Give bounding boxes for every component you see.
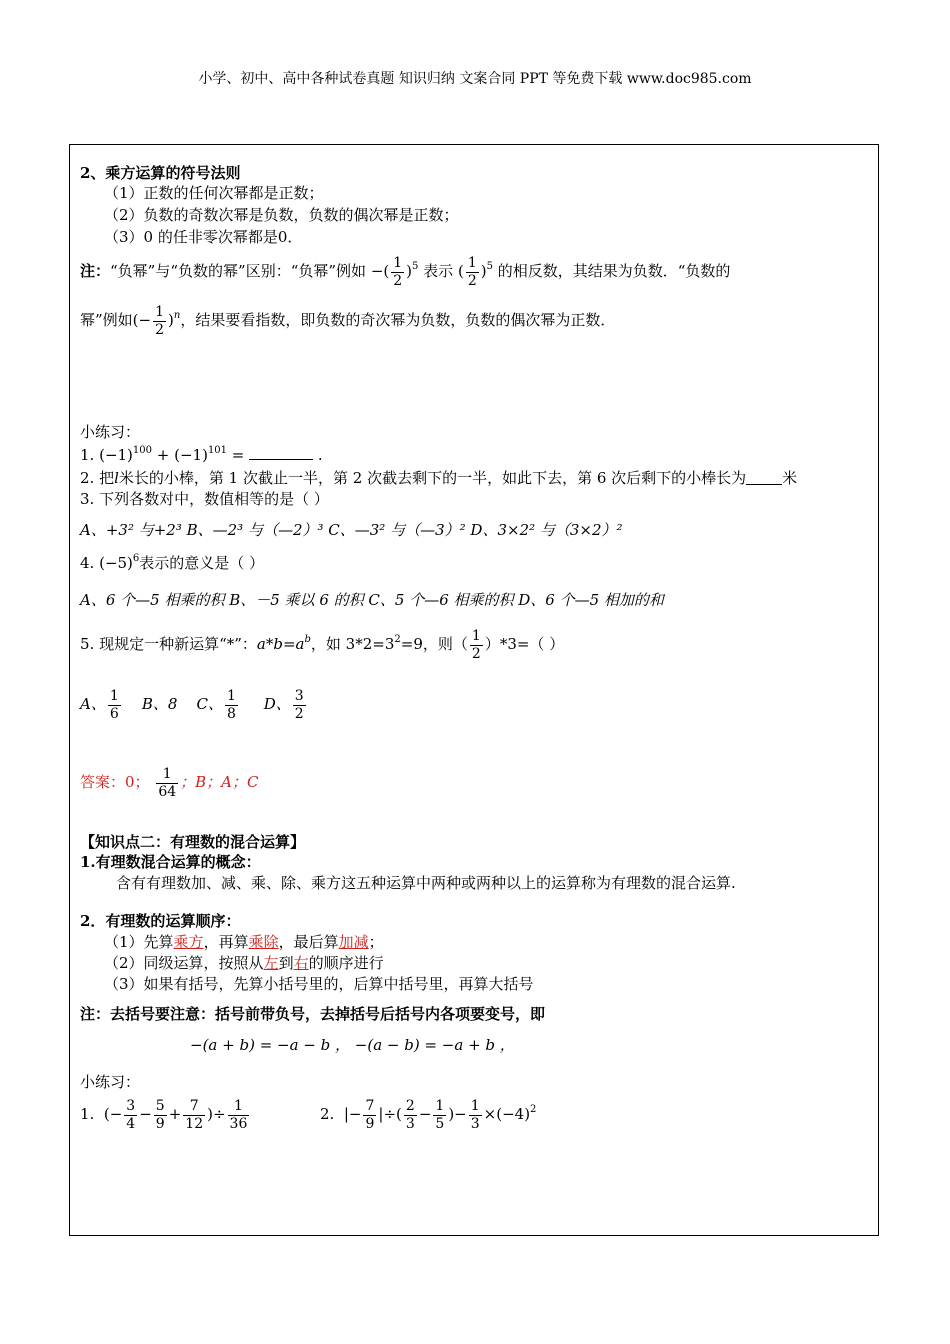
bracket-formula: −(a + b) = −a − b ， −(a − b) = −a + b ， [190, 1036, 515, 1054]
r1-text-g: ； [368, 933, 384, 951]
concept-title: 1.有理数混合运算的概念： [80, 853, 261, 871]
note-text-a: “负幂”与“负数的幂”区别：“负幂”例如 [110, 262, 367, 280]
question-2 [80, 468, 797, 488]
note-line-2 [80, 298, 615, 342]
question-1 [80, 445, 323, 465]
option-b: B、8 [141, 695, 178, 713]
r2-key-right: 右 [293, 954, 309, 972]
note-text-c: 的相反数，其结果为负数．“负数的 [497, 262, 731, 280]
q2-text-c: 米 [782, 469, 798, 487]
section-title: 2、乘方运算的符号法则 [80, 164, 241, 182]
q5-text-b: ，如 3*2= [310, 635, 385, 653]
question-5-options [80, 682, 308, 726]
answer-fraction: $\frac{1}{64}$ [158, 766, 177, 800]
q5-text-d: ）*3=（ ） [484, 635, 565, 653]
r1-text-c: ，再算 [203, 933, 249, 951]
order-rule-1 [104, 932, 384, 952]
formula-power: ( $\frac{1}{2}$ )$^5$ [457, 255, 493, 289]
q1-number: 1. [80, 446, 95, 464]
q5-fraction: $\frac{1}{2}$ [471, 628, 481, 662]
q1-formula: $(-1)^{100} + (-1)^{101}$ = . [99, 445, 323, 464]
r2-text-c: 到 [278, 954, 294, 972]
q2-text-b: 米长的小棒，第 1 次截止一半，第 2 次截去剩下的一半，如此下去，第 6 次后剩下的小棒长为 [118, 469, 747, 487]
practice-title-2: 小练习： [80, 1073, 141, 1091]
q5-text-c: =9，则（ [400, 635, 468, 653]
question-4-options: A、6 个—5 相乘的积 B、－5 乘以 6 的积 C、5 个—6 相乘的积 D、6 个—5 相加的和 [80, 591, 664, 609]
exercise-2-number: 2. [320, 1105, 335, 1123]
rule-2: （2）负数的奇数次幂是负数，负数的偶次幂是正数； [104, 206, 459, 224]
r1-key-power: 乘方 [173, 933, 204, 951]
r1-text-e: ，最后算 [278, 933, 339, 951]
r1-text-a: （1）先算 [104, 933, 174, 951]
option-c-fraction: $\frac{1}{8}$ [226, 688, 236, 722]
option-a-fraction: $\frac{1}{6}$ [109, 688, 119, 722]
q2-var: l [114, 469, 119, 487]
answer-blank [746, 470, 782, 485]
answer-label: 答案：0； [80, 773, 150, 791]
r1-key-addsub: 加减 [338, 933, 369, 951]
option-d-fraction: $\frac{3}{2}$ [294, 688, 304, 722]
page-header: 小学、初中、高中各种试卷真题 知识归纳 文案合同 PPT 等免费下载 www.doc985.com [198, 71, 752, 87]
rule-1: （1）正数的任何次幂都是正数； [104, 184, 324, 202]
note-label: 注： [80, 262, 111, 280]
r1-key-muldiv: 乘除 [248, 933, 279, 951]
order-rule-2 [104, 953, 384, 973]
formula-neg-power: −( $\frac{1}{2}$ )$^5$ [370, 255, 419, 289]
rule-3: （3）0 的任非零次幂都是0． [104, 228, 303, 246]
note-text-d: 幂”例如 [80, 311, 133, 329]
exercise-1: 1. (− $\frac{3}{4}$ − $\frac{5}{9}$ + $\frac{7}{12}$ )÷ $\frac{1}{36}$ [80, 1098, 248, 1132]
answer-blank [249, 445, 313, 460]
q5-example: $3^2$ [384, 634, 401, 653]
q5-power: $a^b$ [295, 634, 311, 653]
option-d: D、 [263, 695, 291, 713]
order-title: 2．有理数的运算顺序： [80, 912, 241, 930]
q2-text-a: 2. 把 [80, 469, 115, 487]
q4-formula: $(-5)^6$ [99, 553, 140, 572]
formula-neg-base-power: (− $\frac{1}{2}$ )$^n$ [132, 304, 181, 338]
concept-text: 含有有理数加、减、乘、除、乘方这五种运算中两种或两种以上的运算称为有理数的混合运算. [116, 874, 736, 892]
question-3-options: A、+3² 与+2³ B、—2³ 与（—2）³ C、—3² 与（—3）² D、3×2² 与（3×2）² [80, 521, 623, 539]
question-4 [80, 553, 264, 573]
q4-number: 4. [80, 554, 95, 572]
note-text-e: ，结果要看指数，即负数的奇次幂为负数，负数的偶次幂为正数． [180, 311, 616, 329]
q5-text-a: 5. 现规定一种新运算“*”： [80, 635, 257, 653]
option-c: C、 [196, 695, 223, 713]
exercise-1-number: 1. [80, 1105, 95, 1123]
practice-title: 小练习： [80, 423, 141, 441]
r2-key-left: 左 [263, 954, 279, 972]
r2-text-e: 的顺序进行 [308, 954, 384, 972]
question-5 [80, 622, 564, 666]
note-text-b: 表示 [423, 262, 454, 280]
r2-text-a: （2）同级运算，按照从 [104, 954, 264, 972]
knowledge-title: 【知识点二：有理数的混合运算】 [80, 833, 306, 851]
question-3: 3. 下列各数对中，数值相等的是（ ） [80, 490, 329, 508]
order-rule-3: （3）如果有括号，先算小括号里的，后算中括号里，再算大括号 [104, 975, 534, 993]
exercise-2: 2. |− $\frac{7}{9}$ |÷( $\frac{2}{3}$ − $\frac{1}{5}$ )− $\frac{1}{3}$ $\times(-4)^2$ [320, 1098, 537, 1132]
q4-text: 表示的意义是（ ） [139, 554, 265, 572]
option-a: A、 [80, 695, 106, 713]
bracket-note: 注：去括号要注意：括号前带负号，去掉括号后括号内各项要变号，即 [80, 1005, 546, 1023]
answer-line [80, 760, 259, 804]
note-line-1 [80, 249, 730, 293]
answer-rest: ；B；A；C [180, 773, 259, 791]
q5-operator: a*b= [256, 635, 296, 653]
